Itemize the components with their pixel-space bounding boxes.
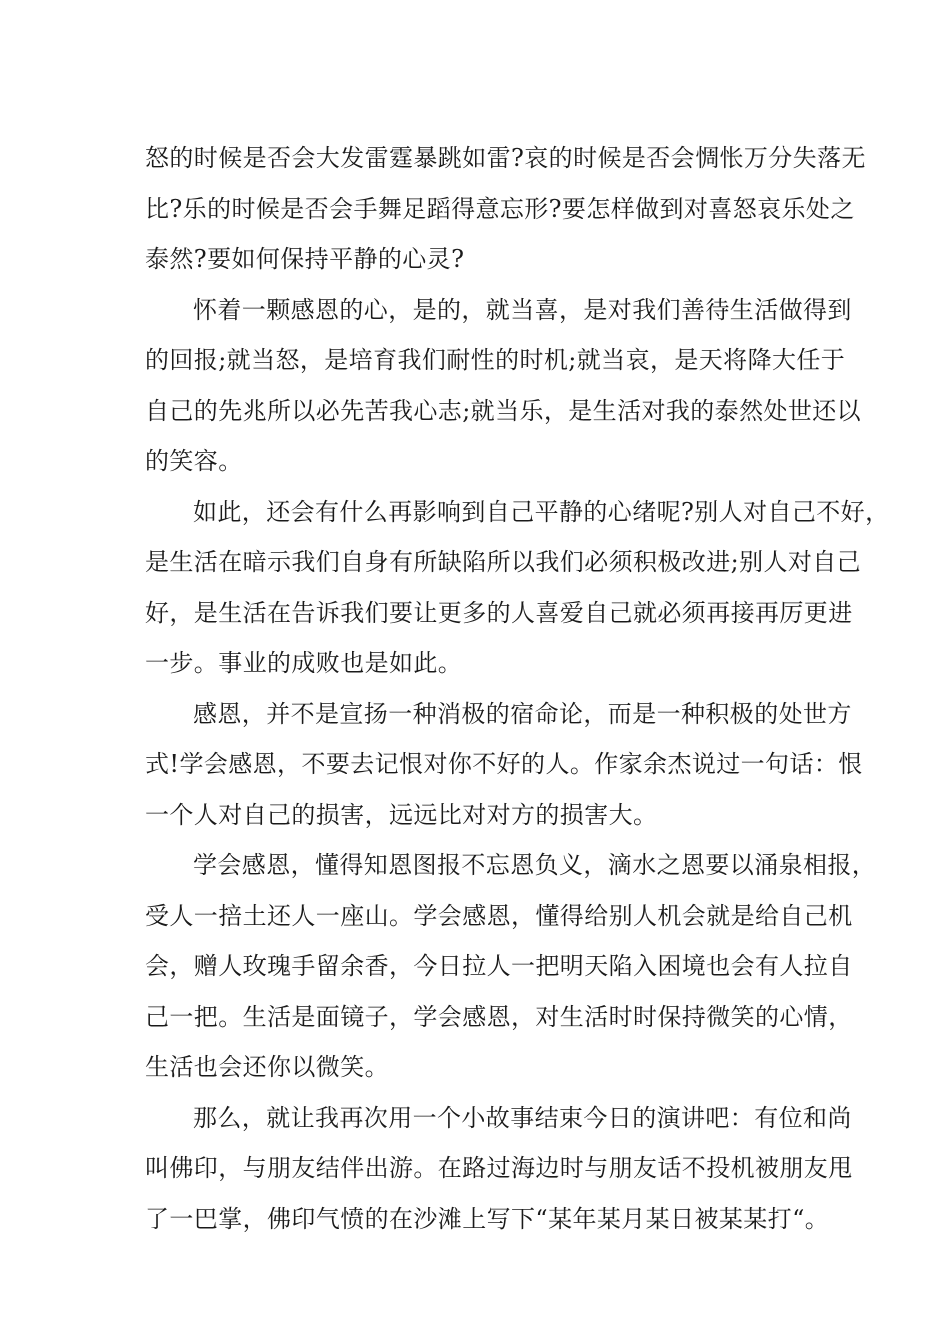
text-line: 叫佛印，与朋友结伴出游。在路过海边时与朋友话不投机被朋友甩: [145, 1154, 853, 1182]
text-line: 式!学会感恩，不要去记恨对你不好的人。作家余杰说过一句话：恨: [145, 750, 863, 778]
paragraph: [145, 840, 877, 1093]
text-line: 的回报;就当怒，是培育我们耐性的时机;就当哀，是天将降大任于: [145, 346, 846, 374]
paragraph: [145, 1093, 853, 1245]
paragraph: [145, 133, 866, 285]
paragraph: [145, 285, 862, 487]
text-line: 会，赠人玫瑰手留余香，今日拉人一把明天陷入困境也会有人拉自: [145, 952, 853, 980]
text-line: 感恩，并不是宣扬一种消极的宿命论，而是一种积极的处世方: [193, 699, 852, 728]
text-line: 一步。事业的成败也是如此。: [145, 649, 463, 677]
text-line: 比?乐的时候是否会手舞足蹈得意忘形?要怎样做到对喜怒哀乐处之: [145, 194, 855, 223]
paragraph: [145, 487, 890, 689]
text-line: 己一把。生活是面镜子，学会感恩，对生活时时保持微笑的心情，: [145, 1002, 853, 1031]
text-line: 自己的先兆所以必先苦我心志;就当乐，是生活对我的泰然处世还以: [145, 396, 862, 425]
text-line: 是生活在暗示我们自身有所缺陷所以我们必须积极改进;别人对自己: [145, 548, 862, 576]
text-line: 泰然?要如何保持平静的心灵?: [145, 245, 465, 273]
text-line: 怀着一颗感恩的心，是的，就当喜，是对我们善待生活做得到: [193, 295, 852, 324]
paragraph: [145, 689, 863, 841]
text-line: 受人一掊土还人一座山。学会感恩，懂得给别人机会就是给自己机: [145, 901, 853, 930]
text-line: 如此，还会有什么再影响到自己平静的心绪呢?别人对自己不好，: [193, 497, 890, 526]
text-line: 一个人对自己的损害，远远比对对方的损害大。: [145, 800, 658, 829]
text-line: 好，是生活在告诉我们要让更多的人喜爱自己就必须再接再厉更进: [145, 598, 853, 627]
text-line: 的笑容。: [145, 447, 243, 475]
text-line: 学会感恩，懂得知恩图报不忘恩负义，滴水之恩要以涌泉相报，: [193, 851, 877, 879]
text-line: 怒的时候是否会大发雷霆暴跳如雷?哀的时候是否会惆怅万分失落无: [145, 144, 866, 172]
text-line: 了一巴掌，佛印气愤的在沙滩上写下“某年某月某日被某某打“。: [145, 1204, 830, 1233]
text-line: 那么，就让我再次用一个小故事结束今日的演讲吧：有位和尚: [193, 1103, 852, 1132]
body-text: [145, 133, 890, 1244]
text-line: 生活也会还你以微笑。: [145, 1053, 389, 1081]
